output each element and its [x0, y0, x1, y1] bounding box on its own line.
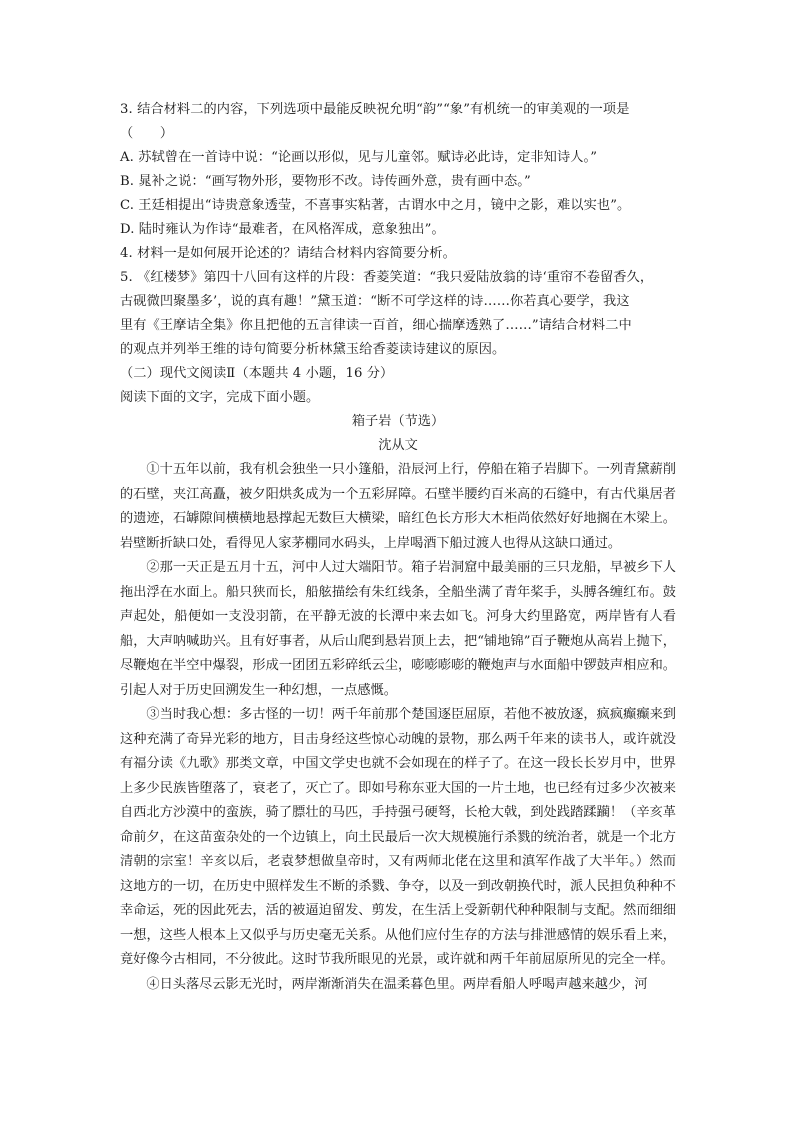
- question-3-option-c: C. 王廷相提出“诗贵意象透莹，不喜事实粘著，古谓水中之月，镜中之影，难以实也”。: [120, 198, 631, 213]
- question-5-line: 的观点并列举王维的诗句简要分析林黛玉给香菱读诗建议的原因。: [120, 342, 506, 357]
- question-3-stem: 3. 结合材料二的内容，下列选项中最能反映祝允明“韵”“象”有机统一的审美观的一项是: [120, 102, 630, 117]
- article-title: 箱子岩（节选）: [351, 414, 445, 429]
- question-3-option-b: B. 晁补之说：“画写物外形，要物形不改。诗传画外意，贵有画中态。”: [120, 174, 531, 189]
- section-header: （二）现代文阅读Ⅱ（本题共 4 小题，16 分）: [120, 366, 394, 381]
- exam-page: [120, 98, 676, 997]
- question-3-answer-blank: （ ）: [120, 126, 174, 141]
- question-4: 4. 材料一是如何展开论述的？请结合材料内容简要分析。: [120, 246, 456, 261]
- article-paragraph-2: ②那一天正是五月十五，河中人过大端阳节。箱子岩洞窟中最美丽的三只龙船，早被乡下人拖出浮在水面上。船只狭而长，船舷描绘有朱红线条，全船坐满了青年桨手，头膊各缠红布。鼓声起处，船便如一支没羽箭，在平静无波的长潭中来去如飞。河身大约里路宽，两岸皆有人看船，大声呐喊助兴。且有好事者，从后山爬到悬岩顶上去，把“铺地锦”百子鞭炮从高岩上抛下，尽鞭炮在半空中爆裂，形成一团团五彩碎纸云尘，嘭嘭嘭嘭的鞭炮声与水面船中锣鼓声相应和。引起人对于历史回溯发生一种幻想，一点感慨。: [120, 560, 676, 698]
- question-5-line: 古砚微凹聚墨多’，说的真有趣！”黛玉道：“断不可学这样的诗……你若真心要学，我这: [120, 294, 630, 309]
- article-paragraph-3: ③当时我心想：多古怪的一切！两千年前那个楚国逐臣屈原，若他不被放逐，疯疯癫癫来到这种充满了奇异光彩的地方，目击身经这些惊心动魄的景物，那么两千年来的读书人，或许就没有福分读《九歌》那类文章，中国文学史也就不会如现在的样子了。在这一段长长岁月中，世界上多少民族皆堕落了，衰老了，灭亡了。即如号称东亚大国的一片土地，也已经有过多少次被来自西北方沙漠中的蛮族，骑了膘壮的马匹，手持强弓硬弩，长枪大戟，到处践踏蹂躏！（辛亥革命前夕，在这苗蛮杂处的一个边镇上，向土民最后一次大规模施行杀戮的统治者，就是一个北方清朝的宗室！辛亥以后，老袁梦想做皇帝时，又有两师北佬在这里和滇军作战了大半年。）然而这地方的一切，在历史中照样发生不断的杀戮、争夺，以及一到改朝换代时，派人民担负种种不幸命运，死的因此死去，活的被逼迫留发、剪发，在生活上受新朝代种种限制与支配。然而细细一想，这些人根本上又似乎与历史毫无关系。从他们应付生存的方法与排泄感情的娱乐看上来，竟好像今古相同，不分彼此。这时节我所眼见的光景，或许就和两千年前屈原所见的完全一样。: [120, 707, 676, 967]
- question-3-option-a: A. 苏轼曾在一首诗中说：“论画以形似，见与儿童邻。赋诗必此诗，定非知诗人。”: [120, 150, 598, 165]
- question-5-line: 里有《王摩诘全集》你且把他的五言律读一百首，细心揣摩透熟了……”请结合材料二中: [120, 318, 632, 333]
- article-author: 沈从文: [378, 438, 418, 453]
- section-instruction: 阅读下面的文字，完成下面小题。: [120, 390, 320, 405]
- article-paragraph-1: ①十五年以前，我有机会独坐一只小篷船，沿辰河上行，停船在箱子岩脚下。一列青黛薪削的石壁，夹江高矗，被夕阳烘炙成为一个五彩屏障。石壁半腰约百米高的石缝中，有古代巢居者的遗迹，石罅隙间横横地悬撑起无数巨大横梁，暗红色长方形大木柜尚依然好好地搁在木梁上。岩壁断折缺口处，看得见人家茅棚同水码头，上岸喝酒下船过渡人也得从这缺口通过。: [120, 462, 676, 551]
- question-3-option-d: D. 陆时雍认为作诗“最难者，在风格浑成，意象独出”。: [120, 222, 445, 237]
- article-paragraph-4: ④日头落尽云影无光时，两岸渐渐消失在温柔暮色里。两岸看船人呼喝声越来越少，河: [146, 976, 648, 992]
- question-5-line: 5. 《红楼梦》第四十八回有这样的片段：香菱笑道：“我只爱陆放翁的诗‘重帘不卷留香久，: [120, 270, 654, 285]
